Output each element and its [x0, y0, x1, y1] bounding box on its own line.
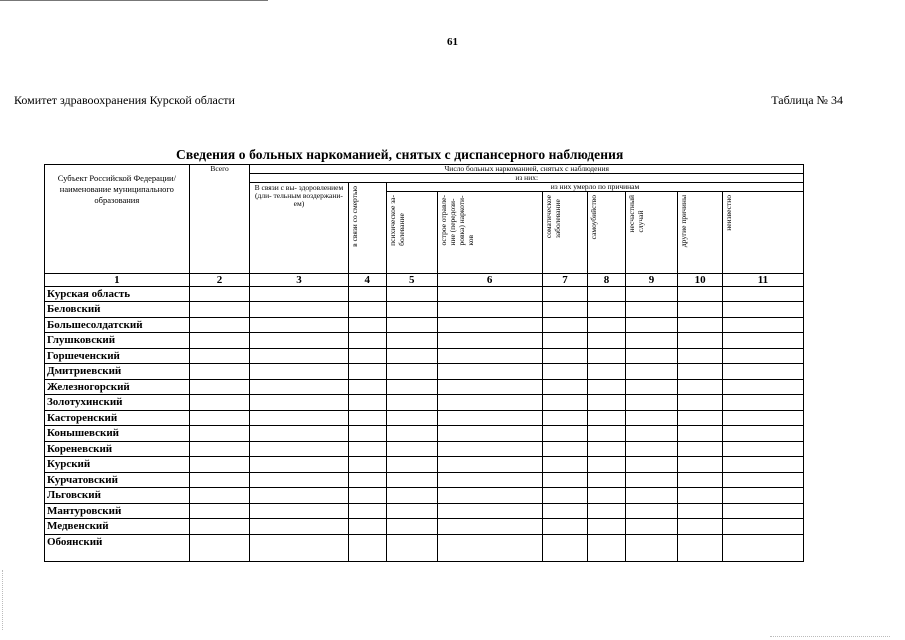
- table-row: [45, 426, 804, 442]
- data-cell[interactable]: [588, 488, 625, 504]
- organization-name: Комитет здравоохранения Курской области: [14, 93, 235, 107]
- header-somatic: соматическое заболевание: [543, 195, 562, 239]
- data-cell[interactable]: [722, 457, 803, 473]
- header-unknown: неизвестно: [723, 195, 733, 231]
- data-cell[interactable]: [348, 519, 386, 535]
- district-name: Медвенский: [45, 519, 190, 535]
- data-cell[interactable]: [250, 441, 348, 457]
- data-cell[interactable]: [588, 317, 625, 333]
- data-cell[interactable]: [542, 333, 588, 349]
- data-cell[interactable]: [386, 534, 437, 561]
- table-row: [45, 364, 804, 380]
- data-cell[interactable]: [348, 426, 386, 442]
- table-number: Таблица № 34: [771, 93, 843, 107]
- data-cell[interactable]: [542, 457, 588, 473]
- data-cell[interactable]: [250, 302, 348, 318]
- data-cell[interactable]: [588, 395, 625, 411]
- page-number: 61: [447, 36, 458, 48]
- data-cell[interactable]: [189, 333, 250, 349]
- data-cell[interactable]: [625, 333, 678, 349]
- data-cell[interactable]: [348, 348, 386, 364]
- column-number: 3: [250, 274, 348, 287]
- table-row: [45, 317, 804, 333]
- data-cell[interactable]: [250, 379, 348, 395]
- data-cell[interactable]: [542, 302, 588, 318]
- column-number: 7: [542, 274, 588, 287]
- district-name: Золотухинский: [45, 395, 190, 411]
- table-row: [45, 519, 804, 535]
- data-cell[interactable]: [250, 488, 348, 504]
- top-rule: [0, 0, 268, 1]
- data-cell[interactable]: [722, 426, 803, 442]
- data-cell[interactable]: [625, 317, 678, 333]
- data-cell[interactable]: [386, 379, 437, 395]
- header-row-1: [45, 165, 804, 174]
- column-number: 5: [386, 274, 437, 287]
- data-cell[interactable]: [625, 503, 678, 519]
- data-cell[interactable]: [437, 379, 542, 395]
- data-cell[interactable]: [588, 472, 625, 488]
- data-cell[interactable]: [625, 441, 678, 457]
- data-cell[interactable]: [189, 457, 250, 473]
- data-cell[interactable]: [588, 287, 625, 302]
- header-somatic-cell: [542, 192, 588, 274]
- data-cell[interactable]: [386, 519, 437, 535]
- district-name: Мантуровский: [45, 503, 190, 519]
- data-cell[interactable]: [542, 317, 588, 333]
- header-mental: психическое за- болевание: [387, 195, 406, 246]
- data-cell[interactable]: [348, 503, 386, 519]
- data-cell[interactable]: [722, 410, 803, 426]
- data-cell[interactable]: [189, 302, 250, 318]
- data-cell[interactable]: [722, 503, 803, 519]
- data-cell[interactable]: [722, 534, 803, 561]
- data-cell[interactable]: [437, 317, 542, 333]
- table-row: [45, 488, 804, 504]
- data-cell[interactable]: [348, 488, 386, 504]
- data-cell[interactable]: [722, 472, 803, 488]
- data-cell[interactable]: [625, 426, 678, 442]
- header-subject: Субъект Российской Федерации/ наименование муниципального образования: [45, 165, 190, 274]
- data-cell[interactable]: [189, 379, 250, 395]
- data-cell[interactable]: [625, 364, 678, 380]
- district-name: Обоянский: [45, 534, 190, 561]
- district-name: Касторенский: [45, 410, 190, 426]
- data-cell[interactable]: [250, 426, 348, 442]
- header-suicide: самоубийство: [589, 195, 599, 240]
- data-cell[interactable]: [189, 441, 250, 457]
- data-cell[interactable]: [386, 395, 437, 411]
- data-cell[interactable]: [189, 317, 250, 333]
- data-cell[interactable]: [250, 317, 348, 333]
- header-other-cell: [678, 192, 723, 274]
- data-cell[interactable]: [250, 472, 348, 488]
- data-cell[interactable]: [437, 534, 542, 561]
- column-number: 9: [625, 274, 678, 287]
- data-cell[interactable]: [348, 395, 386, 411]
- data-cell[interactable]: [722, 441, 803, 457]
- data-cell[interactable]: [542, 395, 588, 411]
- district-rows: [45, 302, 804, 562]
- table-row: [45, 333, 804, 349]
- data-cell[interactable]: [437, 333, 542, 349]
- data-cell[interactable]: [625, 472, 678, 488]
- header-overdose-cell: [437, 192, 542, 274]
- header-group: Число больных наркоманией, снятых с наблюдения: [250, 165, 804, 174]
- data-cell[interactable]: [542, 534, 588, 561]
- scan-edge-left: [2, 570, 3, 630]
- data-cell[interactable]: [542, 364, 588, 380]
- data-cell[interactable]: [542, 472, 588, 488]
- data-cell[interactable]: [722, 519, 803, 535]
- header-accident: несчастный случай: [626, 195, 645, 233]
- data-cell[interactable]: [386, 287, 437, 302]
- data-cell[interactable]: [625, 395, 678, 411]
- data-cell[interactable]: [678, 379, 723, 395]
- data-cell[interactable]: [348, 364, 386, 380]
- header-other: другие причины: [679, 195, 689, 248]
- data-cell[interactable]: [437, 457, 542, 473]
- data-cell[interactable]: [588, 333, 625, 349]
- data-cell[interactable]: [678, 472, 723, 488]
- data-cell[interactable]: [678, 333, 723, 349]
- data-cell[interactable]: [678, 534, 723, 561]
- data-cell[interactable]: [678, 457, 723, 473]
- data-cell[interactable]: [722, 379, 803, 395]
- data-cell[interactable]: [542, 519, 588, 535]
- data-cell[interactable]: [588, 410, 625, 426]
- table-row: [45, 348, 804, 364]
- district-name: Большесолдатский: [45, 317, 190, 333]
- data-cell[interactable]: [542, 488, 588, 504]
- data-cell[interactable]: [437, 426, 542, 442]
- data-cell[interactable]: [250, 333, 348, 349]
- district-name: Горшеченский: [45, 348, 190, 364]
- data-cell[interactable]: [386, 441, 437, 457]
- data-cell[interactable]: [437, 395, 542, 411]
- data-cell[interactable]: [250, 457, 348, 473]
- data-cell[interactable]: [625, 519, 678, 535]
- data-cell[interactable]: [625, 410, 678, 426]
- header-overdose: острое отравле- ние (передози- ровка) наркоти- ков: [438, 195, 475, 246]
- district-name: Льговский: [45, 488, 190, 504]
- column-number: 4: [348, 274, 386, 287]
- data-cell[interactable]: [348, 379, 386, 395]
- data-cell[interactable]: [189, 472, 250, 488]
- data-cell[interactable]: [542, 441, 588, 457]
- table-row: [45, 302, 804, 318]
- header-death: в связи со смертью: [349, 186, 359, 247]
- data-cell[interactable]: [625, 379, 678, 395]
- data-cell[interactable]: [189, 503, 250, 519]
- data-cell[interactable]: [386, 317, 437, 333]
- data-cell[interactable]: [625, 534, 678, 561]
- data-cell[interactable]: [250, 395, 348, 411]
- data-cell[interactable]: [542, 503, 588, 519]
- data-cell[interactable]: [722, 287, 803, 302]
- column-number: 2: [189, 274, 250, 287]
- data-cell[interactable]: [542, 379, 588, 395]
- data-cell[interactable]: [437, 287, 542, 302]
- data-cell[interactable]: [625, 287, 678, 302]
- data-cell[interactable]: [625, 457, 678, 473]
- header-total: Всего: [189, 165, 250, 274]
- header-accident-cell: [625, 192, 678, 274]
- data-cell[interactable]: [437, 441, 542, 457]
- data-cell[interactable]: [386, 410, 437, 426]
- data-cell[interactable]: [189, 348, 250, 364]
- data-cell[interactable]: [386, 488, 437, 504]
- region-row: [45, 287, 804, 302]
- column-number-row: [45, 274, 804, 287]
- district-name: Глушковский: [45, 333, 190, 349]
- district-name: Курчатовский: [45, 472, 190, 488]
- data-cell[interactable]: [678, 302, 723, 318]
- table-row: [45, 503, 804, 519]
- data-cell[interactable]: [588, 379, 625, 395]
- data-cell[interactable]: [437, 348, 542, 364]
- column-number: 1: [45, 274, 190, 287]
- data-cell[interactable]: [189, 426, 250, 442]
- column-number: 11: [722, 274, 803, 287]
- data-cell[interactable]: [588, 519, 625, 535]
- data-cell[interactable]: [588, 364, 625, 380]
- column-number: 6: [437, 274, 542, 287]
- district-name: Кореневский: [45, 441, 190, 457]
- data-cell[interactable]: [722, 333, 803, 349]
- table-row: [45, 457, 804, 473]
- header-death-cell: [348, 183, 386, 274]
- data-cell[interactable]: [588, 302, 625, 318]
- report-table: [44, 164, 804, 562]
- table-row: [45, 410, 804, 426]
- data-cell[interactable]: [189, 395, 250, 411]
- data-cell[interactable]: [678, 441, 723, 457]
- data-cell[interactable]: [437, 302, 542, 318]
- data-cell[interactable]: [437, 410, 542, 426]
- region-name: Курская область: [45, 287, 190, 302]
- data-cell[interactable]: [437, 364, 542, 380]
- data-cell[interactable]: [678, 395, 723, 411]
- data-cell[interactable]: [386, 348, 437, 364]
- data-cell[interactable]: [348, 287, 386, 302]
- data-cell[interactable]: [386, 472, 437, 488]
- data-cell[interactable]: [678, 410, 723, 426]
- data-cell[interactable]: [189, 519, 250, 535]
- data-cell[interactable]: [625, 488, 678, 504]
- document-title: Сведения о больных наркоманией, снятых с диспансерного наблюдения: [176, 147, 624, 162]
- data-cell[interactable]: [722, 364, 803, 380]
- data-cell[interactable]: [348, 472, 386, 488]
- data-cell[interactable]: [250, 287, 348, 302]
- data-cell[interactable]: [437, 503, 542, 519]
- column-number: 8: [588, 274, 625, 287]
- data-cell[interactable]: [386, 364, 437, 380]
- data-cell[interactable]: [386, 426, 437, 442]
- district-name: Дмитриевский: [45, 364, 190, 380]
- table-row: [45, 441, 804, 457]
- data-cell[interactable]: [588, 441, 625, 457]
- data-cell[interactable]: [588, 426, 625, 442]
- header-died-causes: из них умерло по причинам: [386, 183, 803, 192]
- scan-edge-bottom: [770, 636, 890, 637]
- column-number: 10: [678, 274, 723, 287]
- data-cell[interactable]: [542, 410, 588, 426]
- data-cell[interactable]: [348, 410, 386, 426]
- data-cell[interactable]: [678, 348, 723, 364]
- district-name: Курский: [45, 457, 190, 473]
- header-recovery: В связи с вы- здоровлением (дли- тельным воздержани- ем): [250, 183, 348, 274]
- data-cell[interactable]: [678, 426, 723, 442]
- header-of-them: из них:: [250, 174, 804, 183]
- table-row: [45, 472, 804, 488]
- data-cell[interactable]: [588, 503, 625, 519]
- data-cell[interactable]: [348, 457, 386, 473]
- data-cell[interactable]: [348, 441, 386, 457]
- data-cell[interactable]: [678, 364, 723, 380]
- data-cell[interactable]: [588, 348, 625, 364]
- data-cell[interactable]: [678, 488, 723, 504]
- data-cell[interactable]: [542, 426, 588, 442]
- data-cell[interactable]: [678, 503, 723, 519]
- data-cell[interactable]: [722, 488, 803, 504]
- data-cell[interactable]: [678, 287, 723, 302]
- data-cell[interactable]: [386, 503, 437, 519]
- data-cell[interactable]: [250, 364, 348, 380]
- data-cell[interactable]: [189, 488, 250, 504]
- data-cell[interactable]: [588, 457, 625, 473]
- data-cell[interactable]: [386, 333, 437, 349]
- district-name: Железногорский: [45, 379, 190, 395]
- data-cell[interactable]: [189, 287, 250, 302]
- district-name: Беловский: [45, 302, 190, 318]
- data-cell[interactable]: [348, 317, 386, 333]
- data-cell[interactable]: [437, 472, 542, 488]
- data-cell[interactable]: [542, 287, 588, 302]
- data-cell[interactable]: [678, 519, 723, 535]
- data-cell[interactable]: [189, 410, 250, 426]
- data-cell[interactable]: [386, 457, 437, 473]
- data-cell[interactable]: [437, 519, 542, 535]
- table-row: [45, 534, 804, 561]
- data-cell[interactable]: [250, 410, 348, 426]
- data-cell[interactable]: [437, 488, 542, 504]
- district-name: Конышевский: [45, 426, 190, 442]
- data-cell[interactable]: [189, 364, 250, 380]
- data-cell[interactable]: [348, 534, 386, 561]
- data-cell[interactable]: [625, 348, 678, 364]
- data-cell[interactable]: [722, 317, 803, 333]
- data-cell[interactable]: [250, 348, 348, 364]
- data-cell[interactable]: [250, 519, 348, 535]
- data-cell[interactable]: [348, 333, 386, 349]
- data-cell[interactable]: [588, 534, 625, 561]
- data-cell[interactable]: [386, 302, 437, 318]
- data-cell[interactable]: [542, 348, 588, 364]
- table-row: [45, 395, 804, 411]
- data-cell[interactable]: [250, 503, 348, 519]
- data-cell[interactable]: [250, 534, 348, 561]
- header-unknown-cell: [722, 192, 803, 274]
- data-cell[interactable]: [722, 395, 803, 411]
- header-suicide-cell: [588, 192, 625, 274]
- data-cell[interactable]: [625, 302, 678, 318]
- data-cell[interactable]: [678, 317, 723, 333]
- data-cell[interactable]: [348, 302, 386, 318]
- data-cell[interactable]: [189, 534, 250, 561]
- data-cell[interactable]: [722, 302, 803, 318]
- table-row: [45, 379, 804, 395]
- data-cell[interactable]: [722, 348, 803, 364]
- header-mental-cell: [386, 192, 437, 274]
